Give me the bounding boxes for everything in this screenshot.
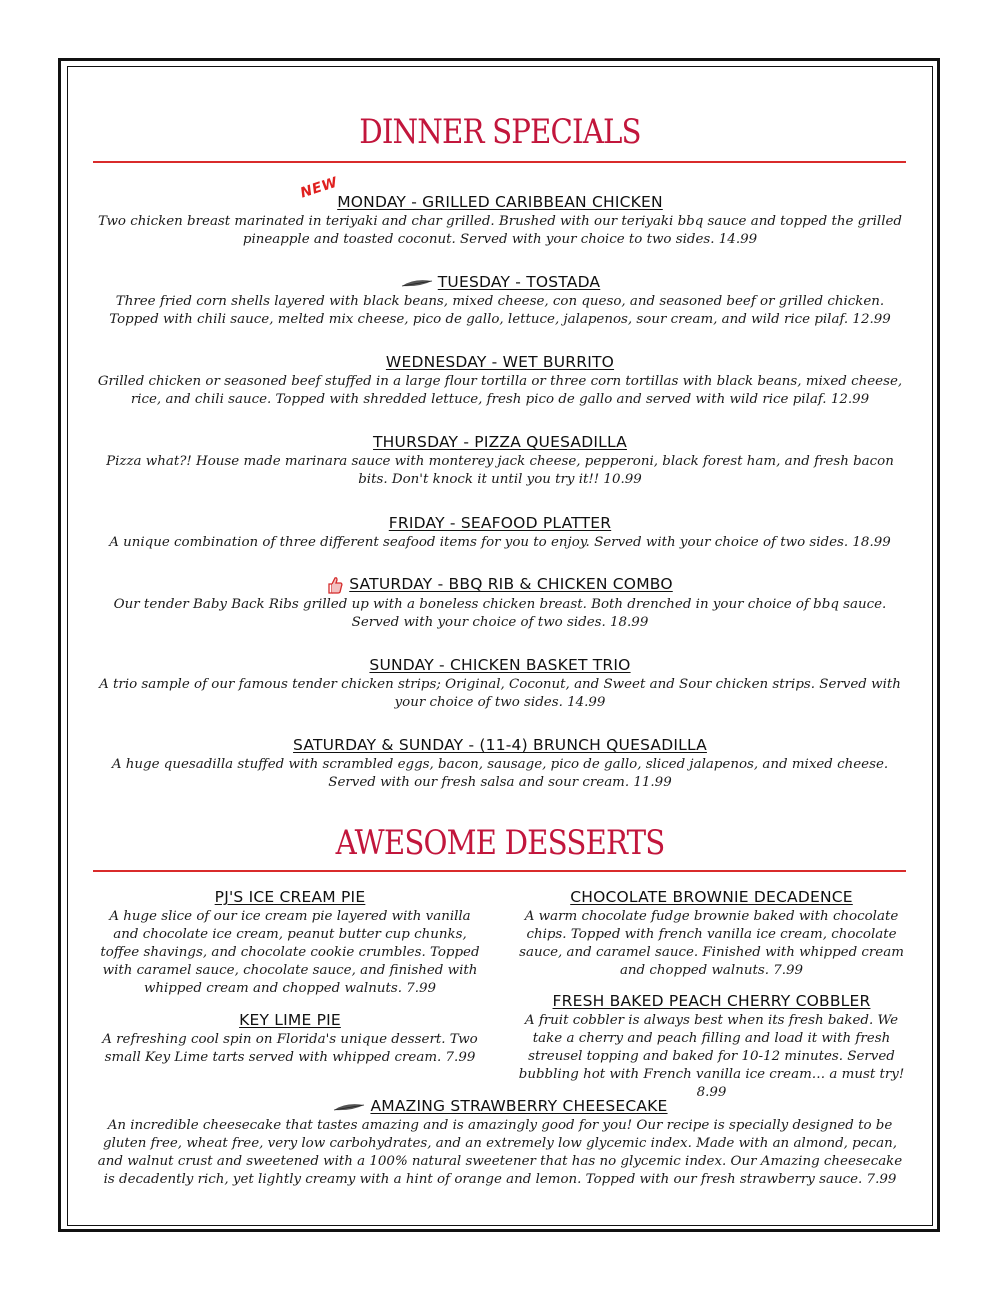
item-desc: Two chicken breast marinated in teriyaki and char grilled. Brushed with our teriyaki bbq sauce and topped the grilled pineapple and toasted coconut. Served with your choice to two sides. 14.99: [97, 214, 902, 247]
item-title: TUESDAY - TOSTADA: [437, 273, 601, 291]
item-desc: A fruit cobbler is always best when its fresh baked. We take a cherry and peach filling and load it with fresh streusel topping and baked for 10-12 minutes. Served bubbling hot with French vanilla ice cream… a must try! 8.99: [518, 1013, 905, 1100]
item-title: KEY LIME PIE: [239, 1011, 341, 1029]
special-tuesday: [95, 273, 905, 329]
item-desc: A huge quesadilla stuffed with scrambled eggs, bacon, sausage, pico de gallo, sliced jalapenos, and mixed cheese. Served with our fresh salsa and sour cream. 11.99: [111, 757, 889, 790]
feather-icon: [332, 1102, 366, 1112]
item-title: SUNDAY - CHICKEN BASKET TRIO: [369, 656, 631, 674]
item-desc: An incredible cheesecake that tastes amazing and is amazingly good for you! Our recipe is specially designed to be gluten free, wheat free, very low carbohydrates, and an extremely low glycemic index. Made with an almond, pecan, and walnut crust and sweetened with a 100% natural sweetener that has no glycemic index. Our Amazing cheesecake is decadently rich, yet lightly creamy with a hint of orange and lemon. Topped with our fresh strawberry sauce. 7.99: [97, 1118, 903, 1187]
special-weekend-brunch: [95, 736, 905, 792]
dessert-key-lime-pie: [95, 1011, 485, 1067]
item-title: PJ'S ICE CREAM PIE: [214, 888, 366, 906]
item-title: CHOCOLATE BROWNIE DECADENCE: [570, 888, 853, 906]
new-badge: NEW: [298, 174, 340, 202]
special-friday: [95, 514, 905, 552]
item-desc: A warm chocolate fudge brownie baked with chocolate chips. Topped with french vanilla ice cream, chocolate sauce, and caramel sauce. Finished with whipped cream and chopped walnuts. 7.99: [519, 909, 904, 978]
item-desc: A refreshing cool spin on Florida's unique dessert. Two small Key Lime tarts served with whipped cream. 7.99: [102, 1032, 478, 1065]
special-monday: [95, 193, 905, 249]
dinner-rule: [93, 161, 906, 163]
item-title: AMAZING STRAWBERRY CHEESECAKE: [370, 1097, 668, 1115]
thumbs-up-icon: [327, 576, 343, 594]
item-desc: Our tender Baby Back Ribs grilled up with a boneless chicken breast. Both drenched in your choice of bbq sauce. Served with your choice of two sides. 18.99: [113, 596, 887, 630]
item-desc: A unique combination of three different seafood items for you to enjoy. Served with your choice of two sides. 18.99: [109, 535, 891, 550]
item-desc: Pizza what?! House made marinara sauce with monterey jack cheese, pepperoni, black forest ham, and fresh bacon bits. Don't knock it until you try it!! 10.99: [106, 454, 894, 487]
special-thursday: [95, 433, 905, 489]
dessert-ice-cream-pie: [95, 888, 485, 998]
dessert-brownie-decadence: [515, 888, 908, 980]
desserts-heading: AWESOME DESSERTS: [335, 823, 665, 863]
special-wednesday: [95, 353, 905, 409]
item-title: FRESH BAKED PEACH CHERRY COBBLER: [552, 992, 871, 1010]
item-title: THURSDAY - PIZZA QUESADILLA: [373, 433, 627, 451]
dessert-strawberry-cheesecake: [95, 1097, 905, 1189]
item-title: SATURDAY & SUNDAY - (11-4) BRUNCH QUESADILLA: [293, 736, 707, 754]
item-desc: A huge slice of our ice cream pie layered with vanilla and chocolate ice cream, peanut butter cup chunks, toffee shavings, and chocolate cookie crumbles. Topped with caramel sauce, chocolate sauce, and finished with whipped cream and chopped walnuts. 7.99: [100, 909, 480, 996]
item-desc: A trio sample of our famous tender chicken strips; Original, Coconut, and Sweet and Sour chicken strips. Served with your choice of two sides. 14.99: [99, 677, 901, 710]
special-saturday: [95, 575, 905, 632]
dessert-peach-cherry-cobbler: [515, 992, 908, 1102]
item-title: FRIDAY - SEAFOOD PLATTER: [388, 514, 612, 532]
feather-icon: [400, 278, 434, 288]
special-sunday: [95, 656, 905, 712]
item-desc: Grilled chicken or seasoned beef stuffed in a large flour tortilla or three corn tortillas with black beans, mixed cheese, rice, and chili sauce. Topped with shredded lettuce, fresh pico de gallo and served with wild rice pilaf. 12.99: [97, 374, 903, 407]
item-desc: Three fried corn shells layered with black beans, mixed cheese, con queso, and seasoned beef or grilled chicken. Topped with chili sauce, melted mix cheese, pico de gallo, lettuce, jalapenos, sour cream, and wild rice pilaf. 12.99: [109, 294, 891, 327]
item-title: MONDAY - GRILLED CARIBBEAN CHICKEN: [337, 193, 663, 211]
item-title: SATURDAY - BBQ RIB & CHICKEN COMBO: [349, 575, 673, 593]
item-title: WEDNESDAY - WET BURRITO: [385, 353, 615, 371]
desserts-rule: [93, 870, 906, 872]
dinner-specials-heading: DINNER SPECIALS: [359, 112, 641, 152]
